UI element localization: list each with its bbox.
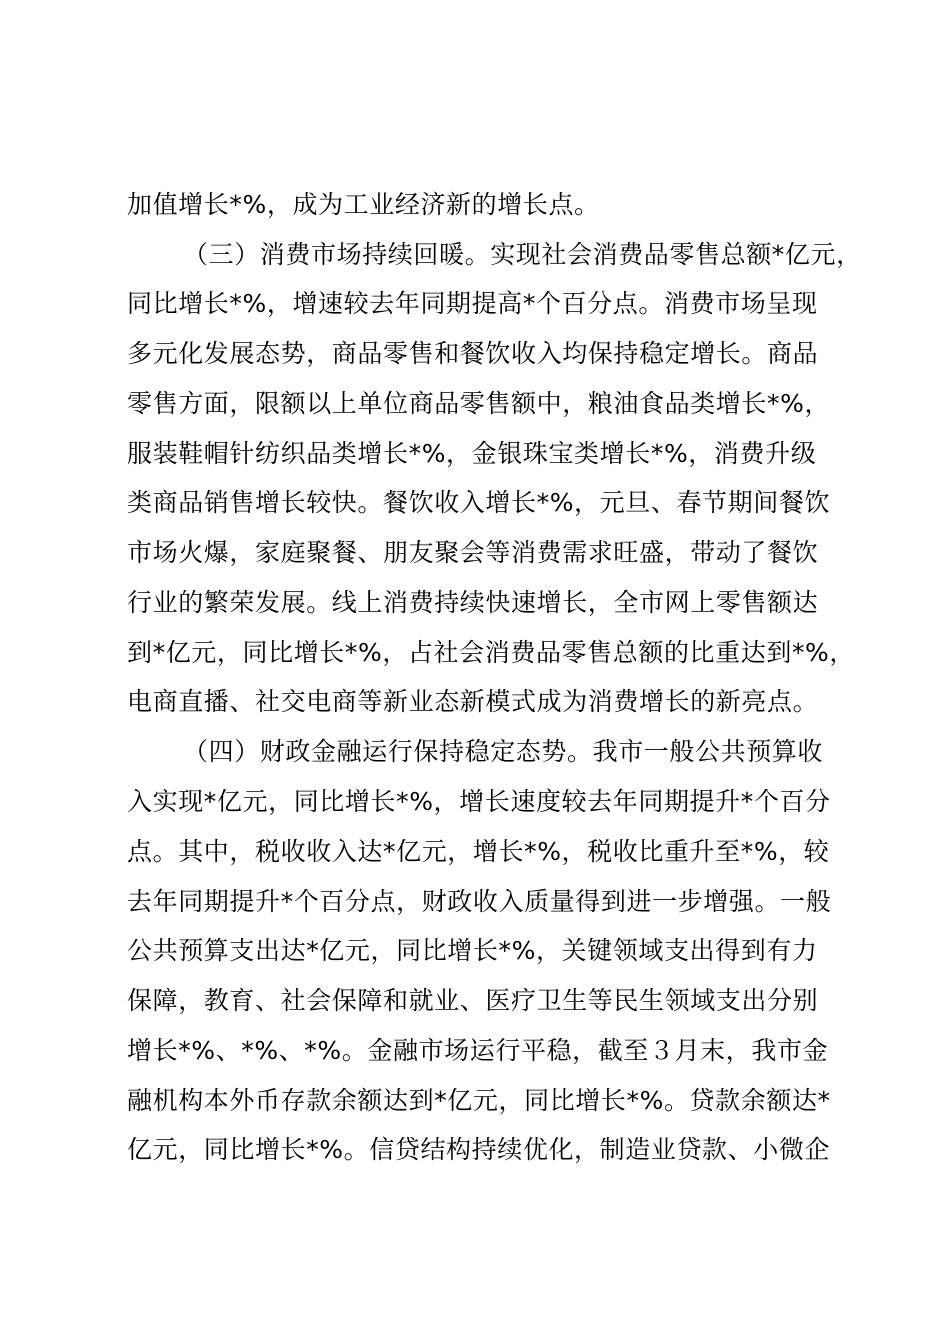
text-line: 入实现*亿元，同比增长*%，增长速度较去年同期提升*个百分 — [127, 787, 831, 816]
section-heading-line: （四）财政金融运行保持稳定态势。我市一般公共预算收 — [183, 737, 824, 766]
text-line: 到*亿元，同比增长*%，占社会消费品零售总额的比重达到*%， — [127, 638, 856, 667]
text-line: 行业的繁荣发展。线上消费持续快速增长，全市网上零售额达 — [127, 588, 819, 617]
text-line: 零售方面，限额以上单位商品零售额中，粮油食品类增长*%， — [127, 389, 831, 418]
text-line: 加值增长*%，成为工业经济新的增长点。 — [127, 190, 600, 219]
text-line: 市场火爆，家庭聚餐、朋友聚会等消费需求旺盛，带动了餐饮 — [127, 538, 819, 567]
text-line: 保障，教育、社会保障和就业、医疗卫生等民生领域支出分别 — [127, 986, 819, 1015]
text-line: 融机构本外币存款余额达到*亿元，同比增长*%。贷款余额达* — [127, 1086, 831, 1115]
text-line: 服装鞋帽针纺织品类增长*%，金银珠宝类增长*%，消费升级 — [127, 439, 817, 468]
text-line: 同比增长*%，增速较去年同期提高*个百分点。消费市场呈现 — [127, 289, 818, 318]
text-line: 去年同期提升*个百分点，财政收入质量得到进一步增强。一般 — [127, 887, 832, 916]
text-line: 点。其中，税收收入达*亿元，增长*%，税收比重升至*%，较 — [127, 837, 830, 866]
text-line: 多元化发展态势，商品零售和餐饮收入均保持稳定增长。商品 — [127, 339, 819, 368]
section-heading-line: （三）消费市场持续回暖。实现社会消费品零售总额*亿元， — [183, 240, 862, 269]
text-line: 亿元，同比增长*%。信贷结构持续优化，制造业贷款、小微企 — [127, 1135, 831, 1164]
text-line: 增长*%、*%、*%。金融市场运行平稳，截至３月末，我市金 — [127, 1036, 829, 1065]
text-line: 公共预算支出达*亿元，同比增长*%，关键领域支出得到有力 — [127, 936, 818, 965]
text-line: 电商直播、社交电商等新业态新模式成为消费增长的新亮点。 — [127, 687, 819, 716]
text-line: 类商品销售增长较快。餐饮收入增长*%，元旦、春节期间餐饮 — [127, 488, 831, 517]
